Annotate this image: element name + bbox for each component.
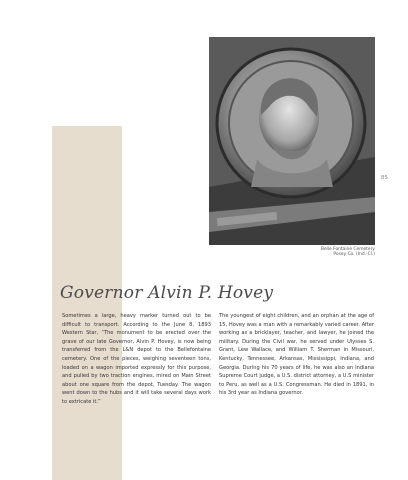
medallion-photo xyxy=(209,37,375,245)
photo-caption xyxy=(255,247,375,258)
body-column-left: Sometimes a large, heavy marker turned out to be difficult to transport. According to the June 8, 1893 Western Star, “The monument to be erected over the grave of our late Governor, Alvin P. Hovey, is now being transferred from the L&N depot to the Bellefontaine cemetery. One of the pieces, weighing seventeen tons, loaded on a wagon imported expressly for this purpose, and pulled by two traction engines, mired on Main Street about one square from the depot, Tuesday. The wagon went down to the hubs and it will take several days work to extricate it.” xyxy=(62,313,211,405)
decorative-band xyxy=(52,126,122,480)
medallion-relief-image xyxy=(209,37,375,245)
article-title: Governor Alvin P. Hovey xyxy=(60,283,274,303)
page-number: 85 xyxy=(381,175,388,181)
body-column-right: The youngest of eight children, and an orphan at the age of 15, Hovey was a man with a remarkably varied career. After working as a bricklayer, teacher, and lawyer, he joined the military. During the Civil war, he served under Ulysses S. Grant, Lew Wallace, and William T. Sherman in Missouri, Kentucky, Tennessee, Arkansas, Mississippi, Indiana, and Georgia. During his 70 years of life, he was also an Indiana Supreme Court judge, a U.S. district attorney, a U.S minister to Peru, as well as a U.S. Congressman. He died in 1891, in his 3rd year as Indiana governor. xyxy=(219,313,374,397)
caption-line-2: Posey Co. (Ind.-Cl.) xyxy=(333,252,375,258)
caption-line-1: Belle Fontaine Cemetery xyxy=(320,247,375,252)
